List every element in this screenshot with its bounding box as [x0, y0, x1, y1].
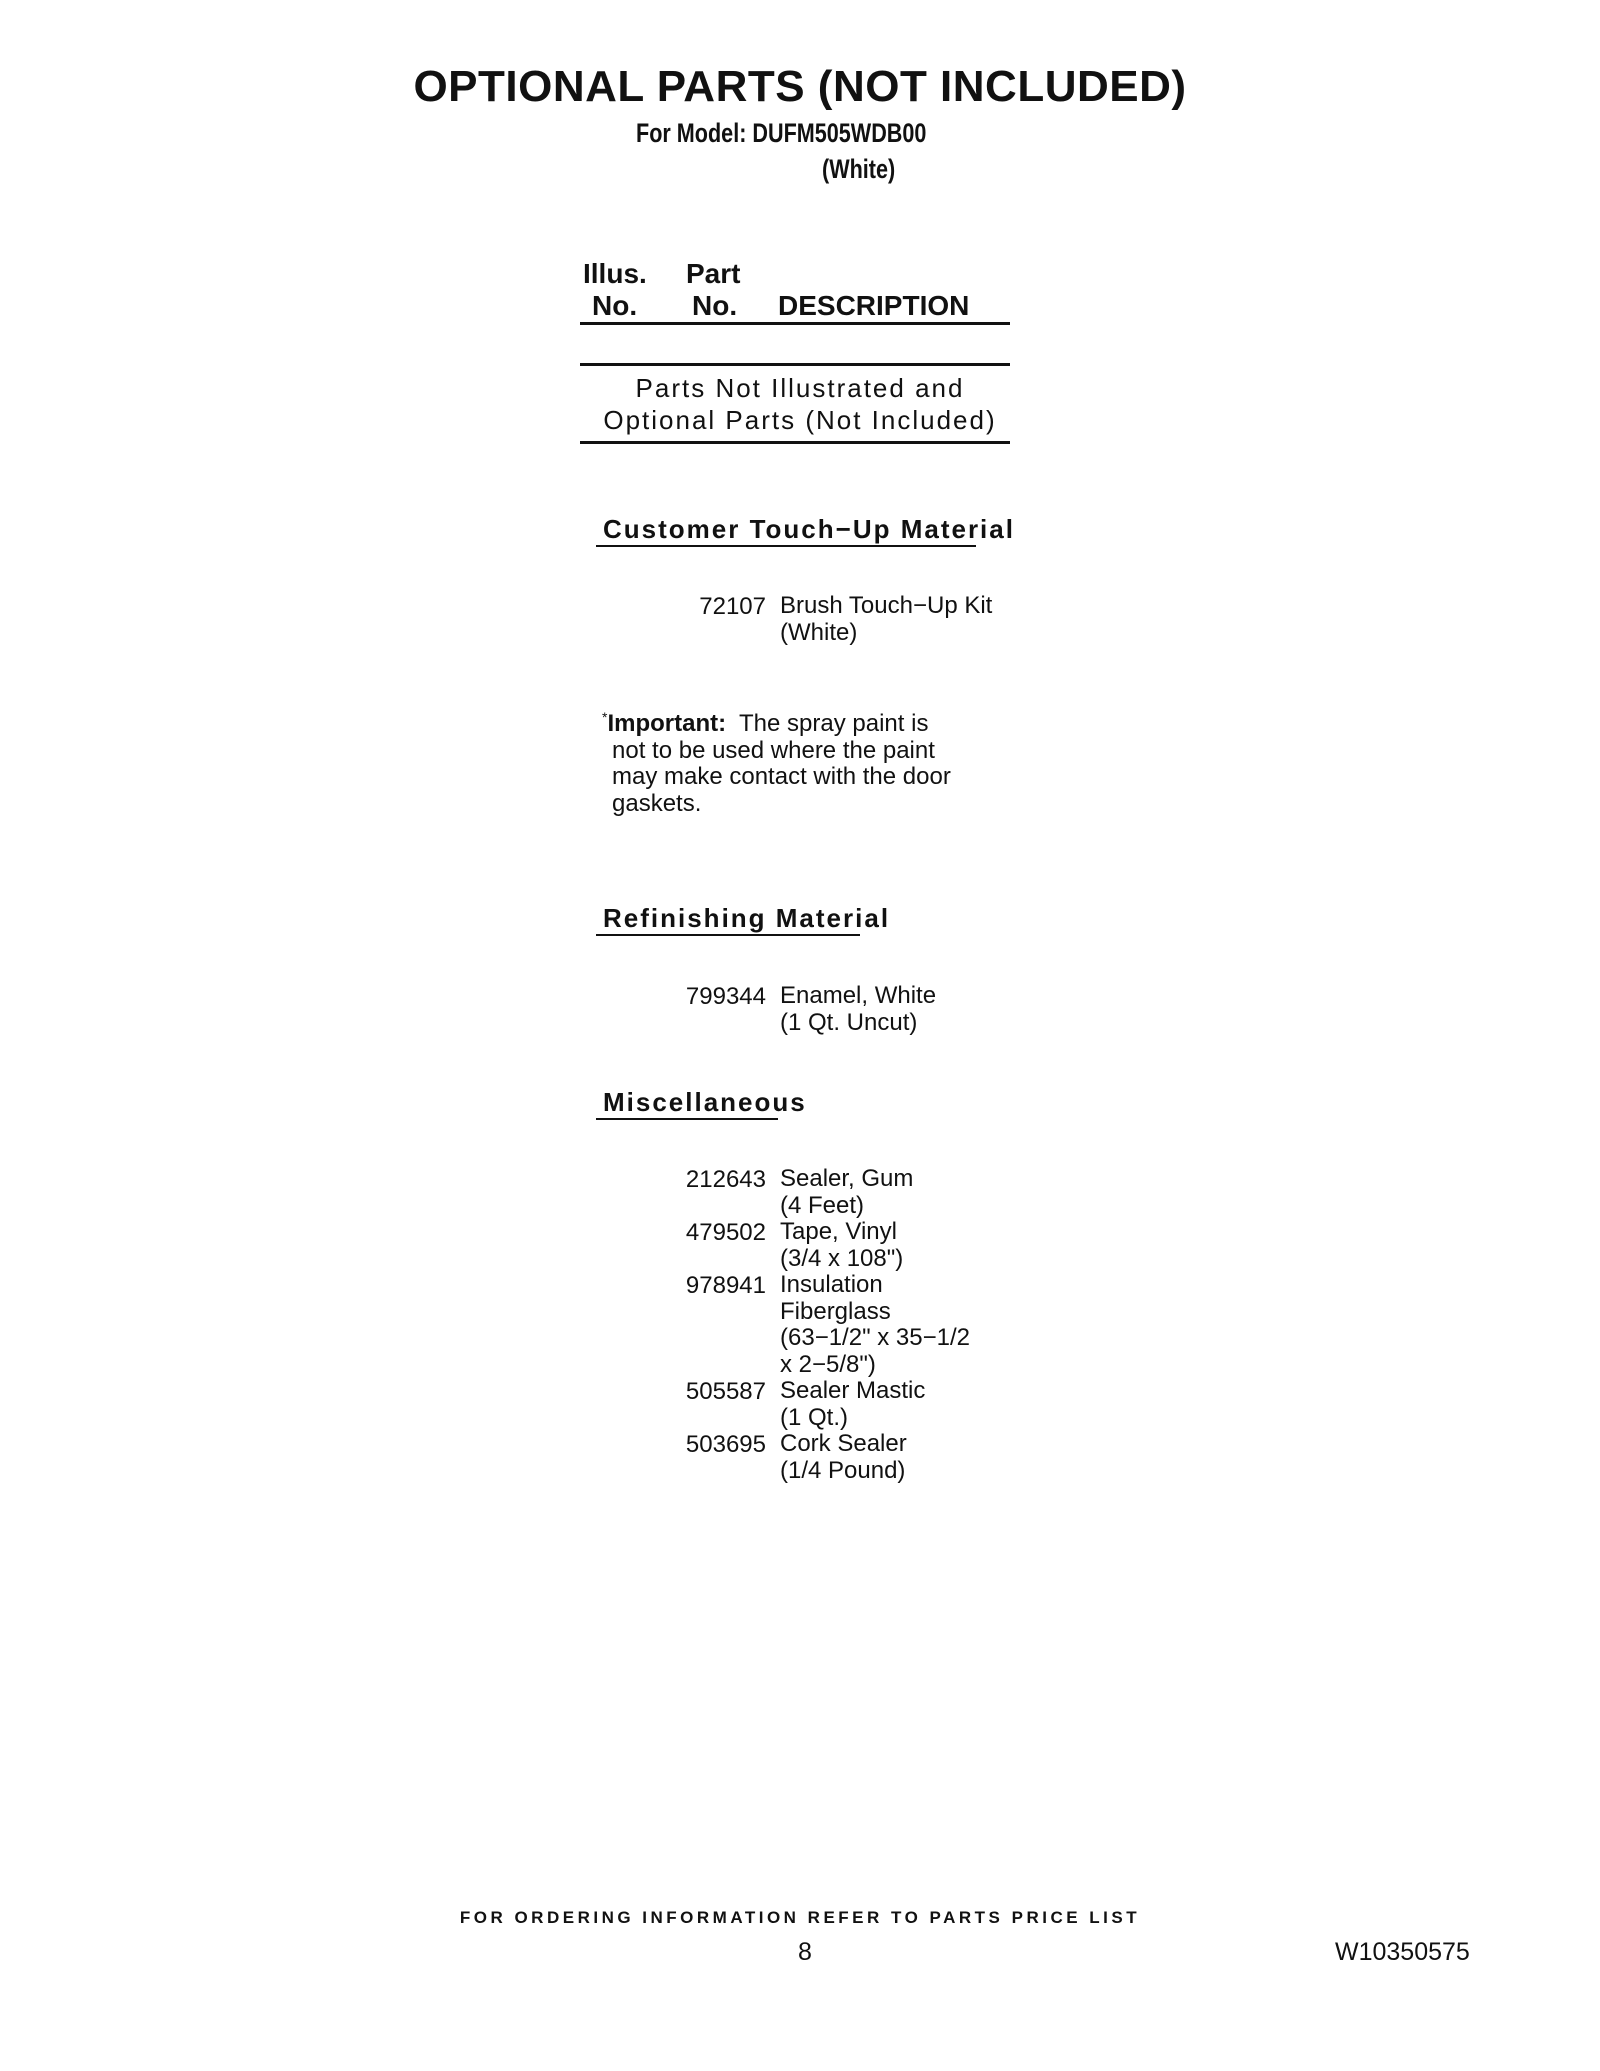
page-number: 8 — [798, 1938, 812, 1966]
part-description: Enamel, White (1 Qt. Uncut) — [780, 982, 937, 1036]
box-top-rule — [580, 363, 1010, 366]
part-number: 72107 — [699, 593, 766, 620]
page-title: OPTIONAL PARTS (NOT INCLUDED) — [413, 62, 1187, 111]
section-rule-touch-up — [596, 545, 976, 547]
description-header: DESCRIPTION — [778, 290, 970, 321]
part-number: 505587 — [685, 1378, 766, 1405]
note-asterisk: * — [602, 709, 608, 725]
part-description: Sealer Mastic (1 Qt.) — [780, 1377, 926, 1431]
part-number: 799344 — [685, 983, 766, 1010]
note-line2: not to be used where the paint — [612, 736, 935, 764]
part-number: 503695 — [685, 1431, 766, 1458]
part-description: Sealer, Gum (4 Feet) — [780, 1165, 914, 1219]
note-line3: may make contact with the door — [612, 763, 951, 790]
part-number: 978941 — [685, 1272, 766, 1299]
section-rule-refinishing — [596, 934, 860, 936]
illus-header-line1: Illus. — [583, 258, 647, 289]
part-header-line1: Part — [686, 258, 741, 289]
note-line1: The spray paint is — [739, 710, 929, 737]
important-label: Important: — [607, 710, 727, 737]
header-rule — [580, 322, 1010, 325]
illus-header-line2: No. — [592, 290, 638, 321]
document-number: W10350575 — [1335, 1938, 1470, 1966]
note-line4: gaskets. — [612, 789, 702, 817]
color-line: (White) — [822, 154, 896, 184]
part-header-line2: No. — [692, 290, 738, 321]
part-description: Cork Sealer (1/4 Pound) — [780, 1430, 907, 1484]
section-title-touch-up: Customer Touch−Up Material — [603, 514, 1015, 544]
important-note — [602, 704, 1022, 817]
parts-not-illustrated-line1: Parts Not Illustrated and — [635, 373, 965, 403]
parts-not-illustrated-line2: Optional Parts (Not Included) — [603, 405, 997, 435]
part-description: Insulation Fiberglass (63−1/2" x 35−1/2 x 2−5/8") — [780, 1271, 970, 1378]
part-number: 479502 — [685, 1219, 766, 1246]
part-description: Tape, Vinyl (3/4 x 108") — [780, 1218, 904, 1272]
section-title-miscellaneous: Miscellaneous — [603, 1087, 807, 1117]
part-number: 212643 — [685, 1166, 766, 1193]
ordering-info: FOR ORDERING INFORMATION REFER TO PARTS PRICE LIST — [459, 1908, 1141, 1927]
section-rule-miscellaneous — [596, 1118, 778, 1120]
model-line: For Model: DUFM505WDB00 — [636, 118, 927, 148]
section-title-refinishing: Refinishing Material — [603, 903, 891, 933]
part-description: Brush Touch−Up Kit (White) — [780, 592, 993, 646]
box-bottom-rule — [580, 441, 1010, 444]
